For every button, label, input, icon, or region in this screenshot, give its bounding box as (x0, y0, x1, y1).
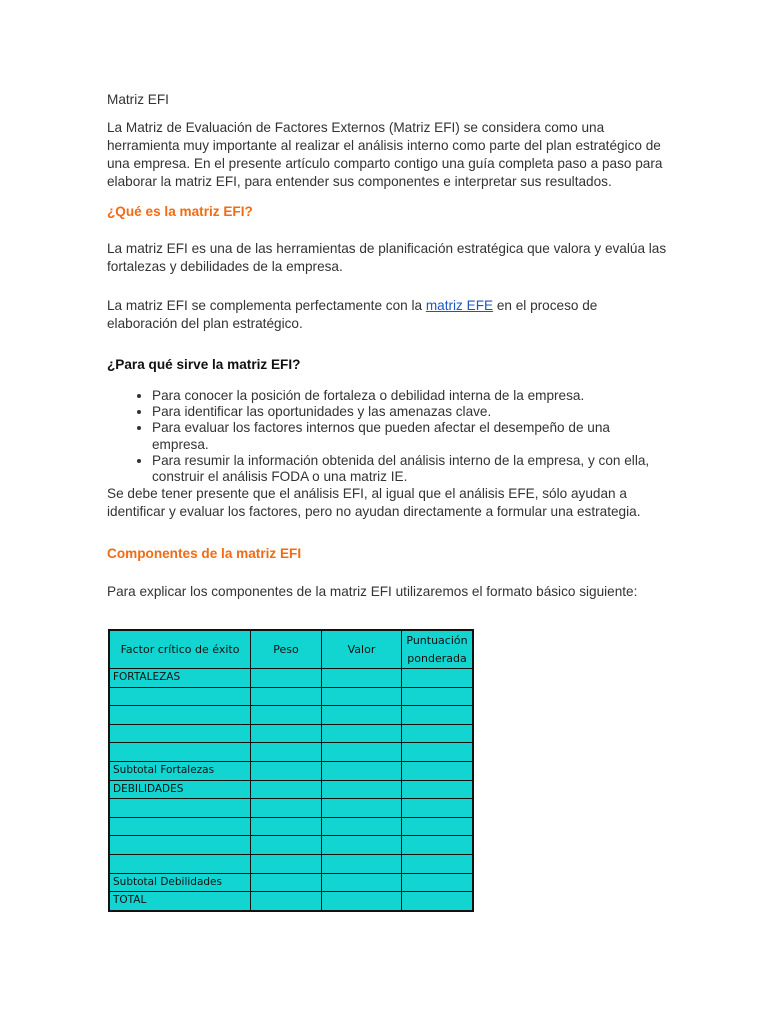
cell (251, 706, 322, 725)
row-label: FORTALEZAS (109, 669, 251, 688)
table-row (109, 669, 473, 688)
cell (402, 836, 474, 855)
cell (251, 873, 322, 892)
list-item: • Para conocer la posición de fortaleza o debilidad interna de la empresa. (152, 388, 667, 404)
heading-componentes: Componentes de la matriz EFI (107, 546, 302, 562)
table-header-row (109, 630, 473, 669)
table-row (109, 780, 473, 799)
list-item: • Para identificar las oportunidades y las amenazas clave. (152, 404, 667, 420)
row-label (109, 687, 251, 706)
cell (251, 724, 322, 743)
cell (402, 761, 474, 780)
cell (322, 687, 402, 706)
row-label: DEBILIDADES (109, 780, 251, 799)
row-label (109, 836, 251, 855)
cell (322, 724, 402, 743)
table-row (109, 687, 473, 706)
cell (402, 817, 474, 836)
cell (402, 799, 474, 818)
cell (322, 873, 402, 892)
que-es-paragraph-1: La matriz EFI es una de las herramientas de planificación estratégica que valora y evalúa las fortalezas y debilidades de la empresa. (107, 241, 667, 274)
table-row (109, 706, 473, 725)
cell (322, 817, 402, 836)
cell (402, 724, 474, 743)
header-factor: Factor crítico de éxito (109, 630, 251, 669)
row-label: Subtotal Debilidades (109, 873, 251, 892)
cell (402, 892, 474, 911)
cell (251, 743, 322, 762)
header-puntuacion: Puntuación ponderada (402, 630, 474, 669)
matriz-efe-link[interactable]: matriz EFE (425, 298, 494, 313)
componentes-paragraph: Para explicar los componentes de la matriz EFI utilizaremos el formato básico siguiente: (107, 584, 638, 600)
cell (322, 743, 402, 762)
cell (251, 854, 322, 873)
row-label: TOTAL (109, 892, 251, 911)
cell (251, 836, 322, 855)
cell (402, 743, 474, 762)
document-body (107, 91, 667, 601)
cell (322, 836, 402, 855)
row-label (109, 854, 251, 873)
table-row (109, 873, 473, 892)
cell (402, 873, 474, 892)
cell (322, 892, 402, 911)
cell (402, 854, 474, 873)
cell (251, 780, 322, 799)
uses-list (107, 388, 667, 485)
efi-matrix-table (108, 629, 474, 912)
heading-que-es: ¿Qué es la matriz EFI? (107, 204, 253, 219)
cell (322, 761, 402, 780)
cell (251, 817, 322, 836)
table-row (109, 799, 473, 818)
table-row (109, 854, 473, 873)
note-paragraph: Se debe tener presente que el análisis EFI, al igual que el análisis EFE, sólo ayudan a identificar y evaluar los factores, pero no ayudan directamente a formular una estrategia. (107, 486, 641, 520)
list-item: • Para evaluar los factores internos que pueden afectar el desempeño de una empresa. (152, 420, 667, 452)
cell (251, 669, 322, 688)
cell (402, 706, 474, 725)
table-row (109, 761, 473, 780)
que-es-p2-before: La matriz EFI se complementa perfectamente con la (107, 298, 426, 313)
intro-paragraph: La Matriz de Evaluación de Factores Externos (Matriz EFI) se considera como una herramienta muy importante al realizar el análisis interno como parte del plan estratégico de una empresa. En el presente artículo comparto contigo una guía completa paso a paso para elaborar la matriz EFI, para entender sus componentes e interpretar sus resultados. (107, 120, 663, 189)
row-label (109, 817, 251, 836)
heading-para-que-sirve: ¿Para qué sirve la matriz EFI? (107, 357, 301, 372)
cell (322, 669, 402, 688)
cell (251, 799, 322, 818)
list-item: • Para resumir la información obtenida del análisis interno de la empresa, y con ella, construir el análisis FODA o una matriz IE. (152, 453, 667, 485)
row-label (109, 799, 251, 818)
header-valor: Valor (322, 630, 402, 669)
cell (402, 669, 474, 688)
cell (402, 687, 474, 706)
table-row (109, 743, 473, 762)
header-peso: Peso (251, 630, 322, 669)
cell (322, 799, 402, 818)
cell (322, 780, 402, 799)
cell (251, 687, 322, 706)
cell (322, 706, 402, 725)
row-label (109, 706, 251, 725)
cell (402, 780, 474, 799)
cell (251, 892, 322, 911)
table-row (109, 817, 473, 836)
cell (322, 854, 402, 873)
table-row (109, 724, 473, 743)
row-label (109, 743, 251, 762)
table-row (109, 836, 473, 855)
document-title: Matriz EFI (107, 92, 169, 107)
table-row (109, 892, 473, 911)
row-label: Subtotal Fortalezas (109, 761, 251, 780)
que-es-paragraph-2 (107, 297, 667, 333)
cell (251, 761, 322, 780)
row-label (109, 724, 251, 743)
que-es-p2-after: en el proceso de elaboración del plan estratégico. (107, 298, 598, 331)
